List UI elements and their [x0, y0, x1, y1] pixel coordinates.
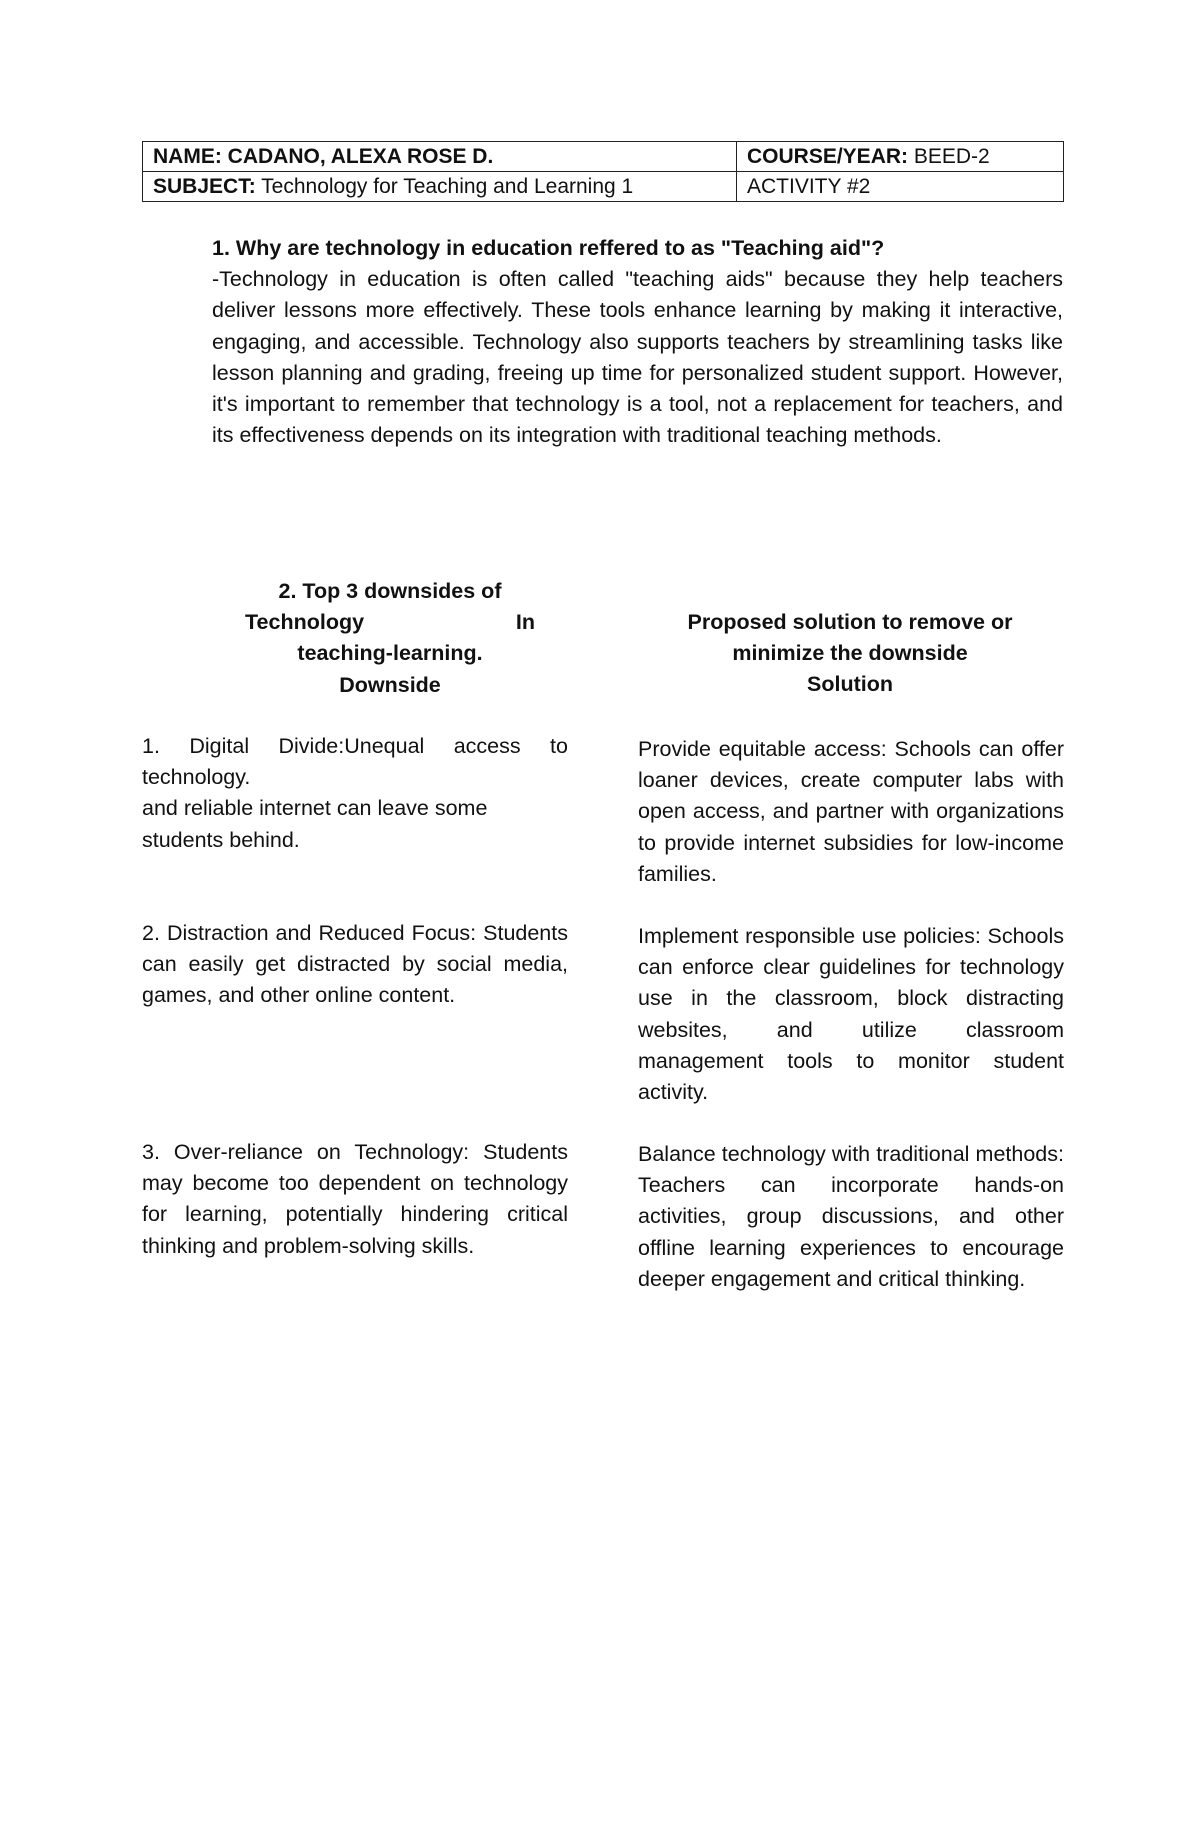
course-cell [737, 142, 1064, 172]
downside-heading-line-4: Downside [339, 672, 441, 697]
question-1-title: 1. Why are technology in education reffered to as "Teaching aid"? [212, 236, 885, 260]
downside-item-1-continuation: and reliable internet can leave some students behind. [142, 796, 488, 852]
solution-item-3: Balance technology with traditional methods: Teachers can incorporate hands-on activities, group discussions, and other offline learning experiences to encourage deeper engagement and critical thinking. [638, 1142, 1064, 1291]
solution-heading-line-1: Proposed solution to remove or [687, 610, 1013, 634]
downside-heading-word-technology: Technology [245, 610, 365, 635]
name-cell [143, 142, 737, 172]
header-row-2 [143, 172, 1064, 202]
course-label: COURSE/YEAR: [747, 145, 909, 168]
downside-item-1 [142, 731, 568, 856]
downside-heading-line-3: teaching-learning. [297, 641, 483, 666]
downside-heading-line-1: 2. Top 3 downsides of [278, 579, 502, 603]
solution-heading-line-3: Solution [807, 672, 893, 697]
course-value: BEED-2 [913, 145, 990, 168]
downside-column-heading [245, 576, 535, 701]
downside-item-3: 3. Over-reliance on Technology: Students may become too dependent on technology for learning, potentially hindering critical thinking and problem-solving skills. [142, 1140, 568, 1258]
solution-column-heading [640, 607, 1060, 701]
subject-value: Technology for Teaching and Learning 1 [261, 175, 634, 198]
header-row-1 [143, 142, 1064, 172]
downside-item-1-text: 1. Digital Divide:Unequal access to technology. [142, 734, 568, 790]
downside-heading-line-2 [245, 607, 535, 638]
name-value: CADANO, ALEXA ROSE D. [227, 145, 494, 168]
downside-heading-word-in: In [515, 610, 535, 635]
activity-cell [737, 172, 1064, 202]
solution-heading-line-2: minimize the downside [732, 641, 968, 666]
subject-label: SUBJECT: [153, 175, 256, 198]
subject-cell [143, 172, 737, 202]
name-label: NAME: [153, 145, 222, 168]
activity-label: ACTIVITY #2 [747, 175, 871, 198]
solution-item-2: Implement responsible use policies: Schools can enforce clear guidelines for technology use in the classroom, block distracting websites, and utilize classroom management tools to monitor student activity. [638, 924, 1064, 1105]
question-1 [212, 233, 1063, 451]
header-table [142, 141, 1064, 202]
downside-item-2: 2. Distraction and Reduced Focus: Students can easily get distracted by social media, games, and other online content. [142, 921, 568, 1008]
solution-item-1: Provide equitable access: Schools can offer loaner devices, create computer labs with open access, and partner with organizations to provide internet subsidies for low-income families. [638, 737, 1064, 886]
question-1-answer: -Technology in education is often called "teaching aids" because they help teachers deliver lessons more effectively. These tools enhance learning by making it interactive, engaging, and accessible. Technology also supports teachers by streamlining tasks like lesson planning and grading, freeing up time for personalized student support. However, it's important to remember that technology is a tool, not a replacement for teachers, and its effectiveness depends on its integration with traditional teaching methods. [212, 267, 1063, 448]
